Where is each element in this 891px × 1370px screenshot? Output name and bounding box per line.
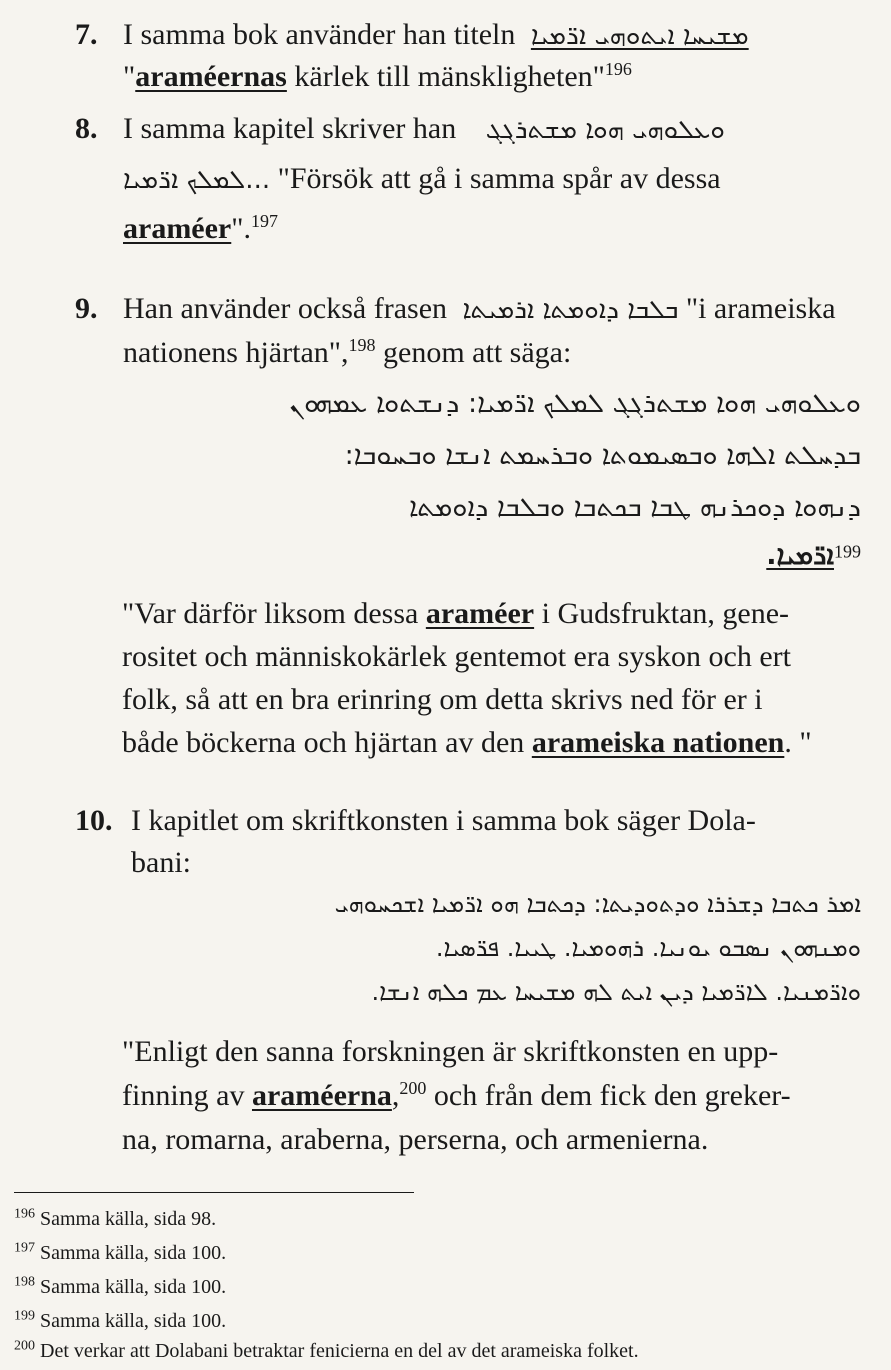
footnote-text: Samma källa, sida 98. xyxy=(40,1208,217,1230)
item-text: "i arameiska xyxy=(678,292,836,325)
syriac-phrase: ܒܠܒܐ ܕܐܘܡܬܐ ܐܪܡܝܬܐ xyxy=(462,295,679,325)
item-text: och från dem fick den greker- xyxy=(426,1079,791,1112)
footnote-text: Samma källa, sida 100. xyxy=(40,1242,227,1264)
translation-line-2: rositet och människokärlek gentemot era syskon och ert xyxy=(122,640,791,673)
item-text: ". xyxy=(231,212,252,245)
footnote-text: Samma källa, sida 100. xyxy=(40,1276,227,1298)
item-8 xyxy=(75,108,865,248)
footnote-198 xyxy=(14,1274,226,1300)
item-9-line-2 xyxy=(123,332,571,374)
item-7-line-2 xyxy=(123,56,632,98)
footnote-ref: 197 xyxy=(251,211,279,231)
item-text: I samma kapitel skriver han xyxy=(123,112,457,145)
item-number: 9. xyxy=(75,292,98,325)
footnote-number: 199 xyxy=(14,1308,35,1324)
footnote-200 xyxy=(14,1338,639,1364)
footnote-197 xyxy=(14,1240,226,1266)
footnote-199 xyxy=(14,1308,226,1334)
item-8-line-3 xyxy=(123,208,278,250)
translation-line-1: "Enligt den sanna forskningen är skriftkonsten en upp- xyxy=(122,1035,779,1068)
footnote-ref: 196 xyxy=(604,59,632,79)
item-7 xyxy=(75,14,865,104)
item-text: "Försök att gå i samma spår av dessa xyxy=(270,162,721,195)
syriac-phrase: ...ܠܡܠܟ ܐܪ̈ܡܝܐ xyxy=(123,165,271,195)
syriac-block-line-3: ܕܢܗܘܐ ܕܘܟܪܢܗ ܛܒܐ ܒܟܬܒܐ ܘܒܠܒܐ ܕܐܘܡܬܐ xyxy=(408,492,861,523)
item-text: finning av xyxy=(122,1079,245,1112)
syriac-block-line-1: ܘܥܠܘܗܝ ܗܘܐ ܡܫܬܪܓܓ ܠܡܠܟ ܐܪ̈ܡܝܐ: ܕܢܫܬܘܐ ܥܡܗܘܢ xyxy=(289,388,861,419)
item-text: . " xyxy=(784,726,812,759)
keyword-arameic-nation: arameiska nationen xyxy=(531,726,785,759)
translation-line-4 xyxy=(122,721,812,764)
footnote-number: 196 xyxy=(14,1206,35,1222)
translation-line-3: na, romarna, araberna, perserna, och armenierna. xyxy=(122,1123,709,1156)
item-text: Han använder också frasen xyxy=(123,292,448,325)
footnote-text: Samma källa, sida 100. xyxy=(40,1310,227,1332)
footnote-ref: 199 xyxy=(834,541,861,562)
item-10-line-1: I kapitlet om skriftkonsten i samma bok säger Dola- xyxy=(131,804,756,837)
keyword-arameans: araméernas xyxy=(135,60,287,93)
quote-open: " xyxy=(123,60,136,93)
quote-rest: kärlek till mänskligheten" xyxy=(286,60,605,93)
keyword-arameans: araméerna xyxy=(251,1079,392,1112)
syriac-block-10-line-1: ܐܡܪ ܟܬܒܐ ܕܫܪܪܐ ܘܕܬܘܕܝܬܐ: ܕܟܬܒܐ ܗܘ ܐܪ̈ܡܝܐ ܐܫܟܚܘܗܝ xyxy=(334,890,861,918)
item-text: i Gudsfruktan, gene- xyxy=(534,597,790,630)
translation-line-3: folk, så att en bra erinring om detta skrivs ned för er i xyxy=(122,683,763,716)
footnote-number: 197 xyxy=(14,1240,35,1256)
item-8-line-2 xyxy=(123,158,721,201)
syriac-block-line-4 xyxy=(110,540,861,572)
item-7-line-1 xyxy=(123,14,749,57)
syriac-phrase: ܘܥܠܘܗܝ ܗܘܐ ܡܫܬܪܓܓ xyxy=(485,115,725,145)
syriac-block-10-line-2: ܘܡܢܗܘܢ ܢܣܒܘ ܝܘܢܝܐ. ܪܗܘܡܝܐ. ܛܝܝܐ. ܦܪ̈ܣܝܐ. xyxy=(435,934,861,962)
item-text: I samma bok använder han titeln xyxy=(123,18,516,51)
syriac-block-line-2: ܒܕܚܠܬ ܐܠܗܐ ܘܒܣܝܡܘܬܐ ܘܒܪܚܡܬ ܐܢܫܐ ܘܒܚܘܒܐ: xyxy=(344,440,861,471)
item-number: 7. xyxy=(75,18,98,51)
footnote-ref: 200 xyxy=(399,1078,427,1098)
syriac-phrase: ܡܫܝܚܐ ܐܝܬܘܗܝ ܐܪ̈ܡܝܐ xyxy=(530,21,749,51)
item-9-line-1 xyxy=(123,288,836,331)
keyword-arameans: araméer xyxy=(123,212,232,245)
footnote-text: Det verkar att Dolabani betraktar fenicierna en del av det arameiska folket. xyxy=(40,1340,639,1362)
item-number: 10. xyxy=(75,804,113,837)
syriac-phrase: ܐܪ̈ܡܝܐ. xyxy=(766,540,834,571)
item-text: genom att säga: xyxy=(375,336,572,369)
item-number: 8. xyxy=(75,112,98,145)
footnote-rule xyxy=(14,1192,414,1193)
item-8-line-1 xyxy=(123,108,725,151)
syriac-block-10-line-3: ܘܐܪ̈ܡܢܝܐ. ܠܐܪ̈ܡܝܐ ܕܝܢ ܐܝܬ ܠܗ ܡܫܝܚܐ ܥܡ ܟܠܗ ܐܢܫܐ. xyxy=(371,978,861,1006)
item-10-line-2: bani: xyxy=(131,846,191,879)
keyword-arameans: araméer xyxy=(425,597,535,630)
footnote-ref: 198 xyxy=(348,335,376,355)
translation-line-2: finning av araméerna,$^{200}$ och från dem fick den greker- xyxy=(122,1078,791,1112)
translation-line-1 xyxy=(122,592,789,635)
footnote-number: 198 xyxy=(14,1274,35,1290)
item-10 xyxy=(75,800,865,890)
item-text: nationens hjärtan", xyxy=(123,336,349,369)
item-text: "Var därför liksom dessa xyxy=(122,597,419,630)
footnote-196 xyxy=(14,1206,216,1232)
item-text: både böckerna och hjärtan av den xyxy=(122,726,525,759)
footnote-number: 200 xyxy=(14,1338,35,1354)
